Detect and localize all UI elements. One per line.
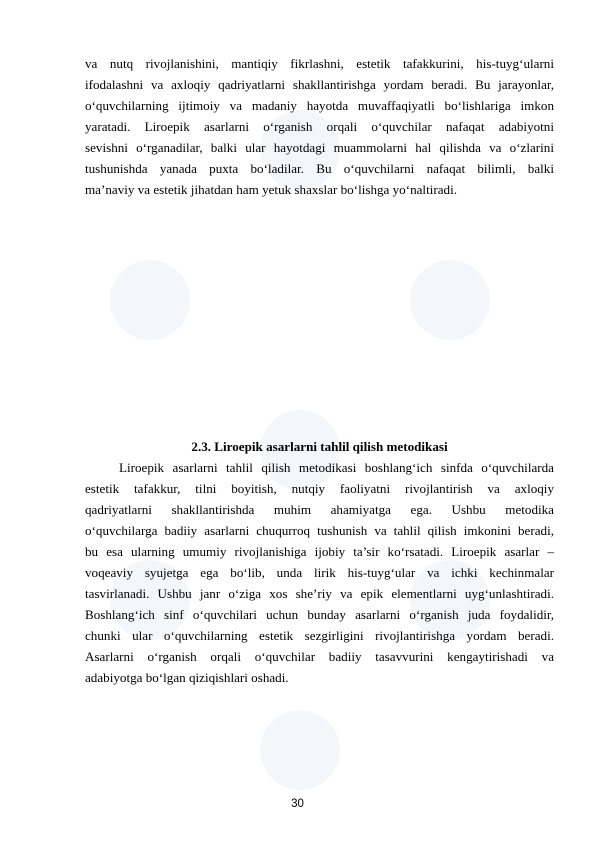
paragraph-2-line-6: voqeaviy syujetga ega bo‘lib, unda lirik his-tuyg‘ular va ichki kechinmalar <box>85 565 554 580</box>
paragraph-2-line-9: chunki ular o‘quvchilarning estetik sezgirligini rivojlantirishga yordam beradi. <box>85 628 554 643</box>
page-number: 30 <box>291 798 304 810</box>
paragraph-2-line-11: adabiyotga bo‘lgan qiziqishlari oshadi. <box>85 670 289 685</box>
paragraph-1-line-7: ma’naviy va estetik jihatdan ham yetuk shaxslar bo‘lishga yo‘naltiradi. <box>85 182 457 197</box>
paragraph-1-line-2: ifodalashni va axloqiy qadriyatlarni shakllantirishga yordam beradi. Bu jarayonlar, <box>85 77 554 92</box>
paragraph-2-line-3: qadriyatlarni shakllantirishda muhim ahamiyatga ega. Ushbu metodika <box>85 502 554 517</box>
paragraph-2-line-7: tasvirlanadi. Ushbu janr o‘ziga xos she’riy va epik elementlarni uyg‘unlashtiradi. <box>85 586 554 601</box>
paragraph-2-line-10: Asarlarni o‘rganish orqali o‘quvchilar badiiy tasavvurini kengaytirishadi va <box>85 649 554 664</box>
paragraph-2-line-2: estetik tafakkur, tilni boyitish, nutqiy faoliyatni rivojlantirish va axloqiy <box>85 481 554 496</box>
paragraph-1-line-1: va nutq rivojlanishini, mantiqiy fikrlashni, estetik tafakkurini, his-tuyg‘ularni <box>85 56 554 71</box>
paragraph-2-line-4: o‘quvchilarga badiiy asarlarni chuqurroq tushunish va tahlil qilish imkonini beradi, <box>85 523 554 538</box>
paragraph-1-line-6: tushunishda yanada puxta bo‘ladilar. Bu o‘quvchilarni nafaqat bilimli, balki <box>85 161 554 176</box>
paragraph-2-line-8: Boshlang‘ich sinf o‘quvchilari uchun bunday asarlarni o‘rganish juda foydalidir, <box>85 607 554 622</box>
section-heading: 2.3. Liroepik asarlarni tahlil qilish metodikasi <box>191 439 448 454</box>
paragraph-1-line-5: sevishni o‘rganadilar, balki ular hayotdagi muammolarni hal qilishda va o‘zlarini <box>85 140 554 155</box>
paragraph-2-line-1: Liroepik asarlarni tahlil qilish metodikasi boshlang‘ich sinfda o‘quvchilarda <box>119 460 554 475</box>
paragraph-1-line-3: o‘quvchilarning ijtimoiy va madaniy hayotda muvaffaqiyatli bo‘lishlariga imkon <box>85 98 554 113</box>
paragraph-1-line-4: yaratadi. Liroepik asarlarni o‘rganish orqali o‘quvchilar nafaqat adabiyotni <box>85 119 554 134</box>
paragraph-2-line-5: bu esa ularning umumiy rivojlanishiga ijobiy ta’sir ko‘rsatadi. Liroepik asarlar – <box>85 544 554 559</box>
